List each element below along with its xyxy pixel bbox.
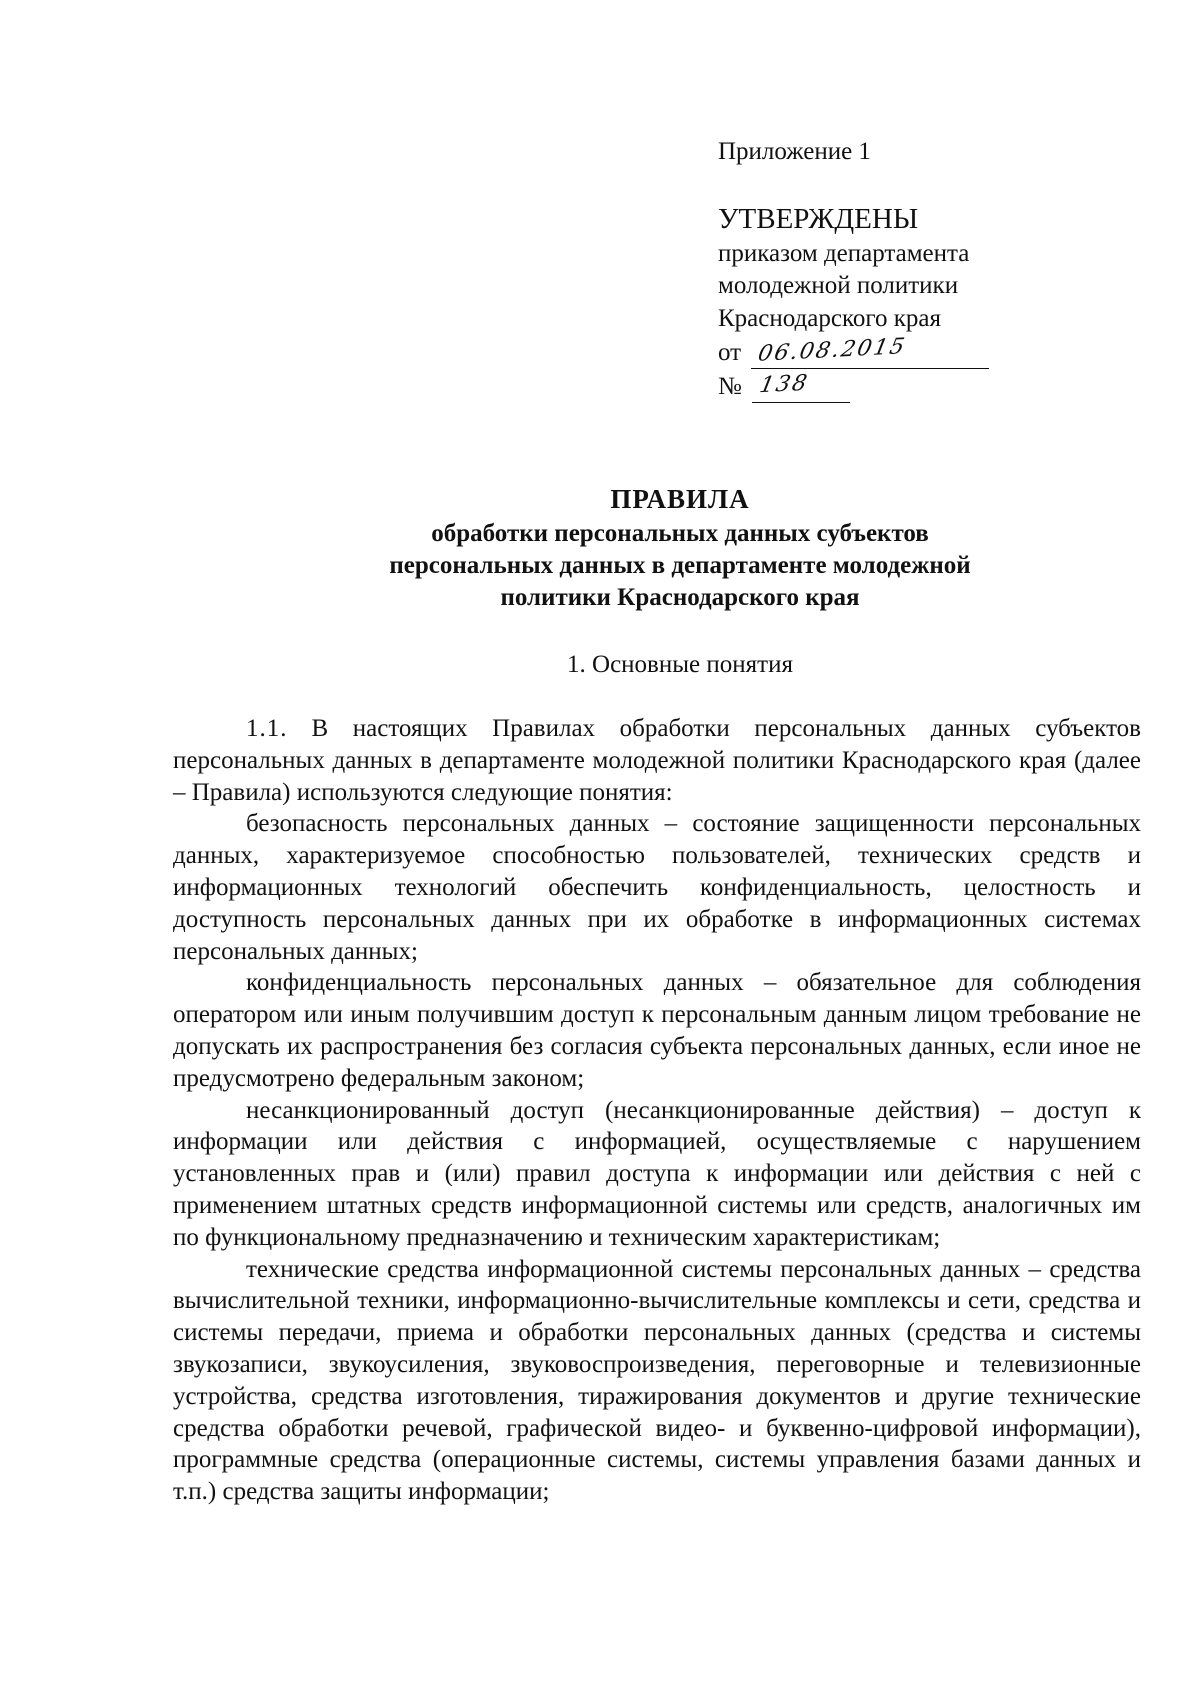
paragraph: конфиденциальность персональных данных – обязательное для соблюдения оператором или иным получившим доступ к персональным данным лицом требование не допускать их распространения без согласия субъекта персональных данных, если иное не предусмотрено федеральным законом;: [173, 969, 1141, 1092]
approval-block: [718, 136, 1078, 403]
handwritten-date: 06.08.2015: [755, 333, 909, 367]
date-row: [718, 335, 1078, 369]
number-field: [752, 370, 850, 403]
clause-number: 1.1.: [246, 715, 288, 742]
title-line: политики Краснодарского края: [500, 584, 860, 611]
approved-heading: УТВЕРЖДЕНЫ: [718, 202, 919, 235]
clause-text: В настоящих Правилах обработки персональных данных субъектов персональных данных в департаменте молодежной политики Краснодарского края (далее – Правила) используются следующие понятия:: [173, 715, 1141, 806]
approval-line: приказом департамента: [718, 239, 970, 267]
paragraph: безопасность персональных данных – состояние защищенности персональных данных, характеризуемое способностью пользователей, технических средств и информационных технологий обеспечить конфиденциальность, целостность и доступность персональных данных при их обработке в информационных системах персональных данных;: [173, 810, 1141, 965]
date-prefix: от: [718, 338, 742, 366]
approval-line: Краснодарского края: [718, 304, 941, 332]
number-row: [718, 369, 1078, 403]
date-field: [751, 333, 989, 369]
section-heading: 1. Основные понятия: [567, 651, 793, 678]
title-line: персональных данных в департаменте молодежной: [389, 552, 971, 579]
number-prefix: №: [718, 372, 742, 400]
paragraph: [173, 713, 1141, 808]
title-main: ПРАВИЛА: [610, 484, 750, 514]
handwritten-number: 138: [757, 370, 811, 398]
title-line: обработки персональных данных субъектов: [431, 520, 929, 547]
appendix-label: Приложение 1: [718, 138, 871, 165]
paragraph: несанкционированный доступ (несанкционированные действия) – доступ к информации или действия с информацией, осуществляемые с нарушением установленных прав и (или) правил доступа к информации или действия с ней с применением штатных средств информационной системы или средств, аналогичных им по функциональному предназначению и техническим характеристикам;: [173, 1096, 1141, 1251]
document-body: [173, 713, 1141, 1508]
document-title: [160, 483, 1200, 614]
approval-line: молодежной политики: [718, 272, 959, 299]
paragraph: технические средства информационной системы персональных данных – средства вычислительной техники, информационно-вычислительные комплексы и сети, средства и системы передачи, приема и обработки персональных данных (средства и системы звукозаписи, звукоусиления, звуковоспроизведения, переговорные и телевизионные устройства, средства изготовления, тиражирования документов и другие технические средства обработки речевой, графической видео- и буквенно-цифровой информации), программные средства (операционные системы, системы управления базами данных и т.п.) средства защиты информации;: [173, 1255, 1141, 1506]
